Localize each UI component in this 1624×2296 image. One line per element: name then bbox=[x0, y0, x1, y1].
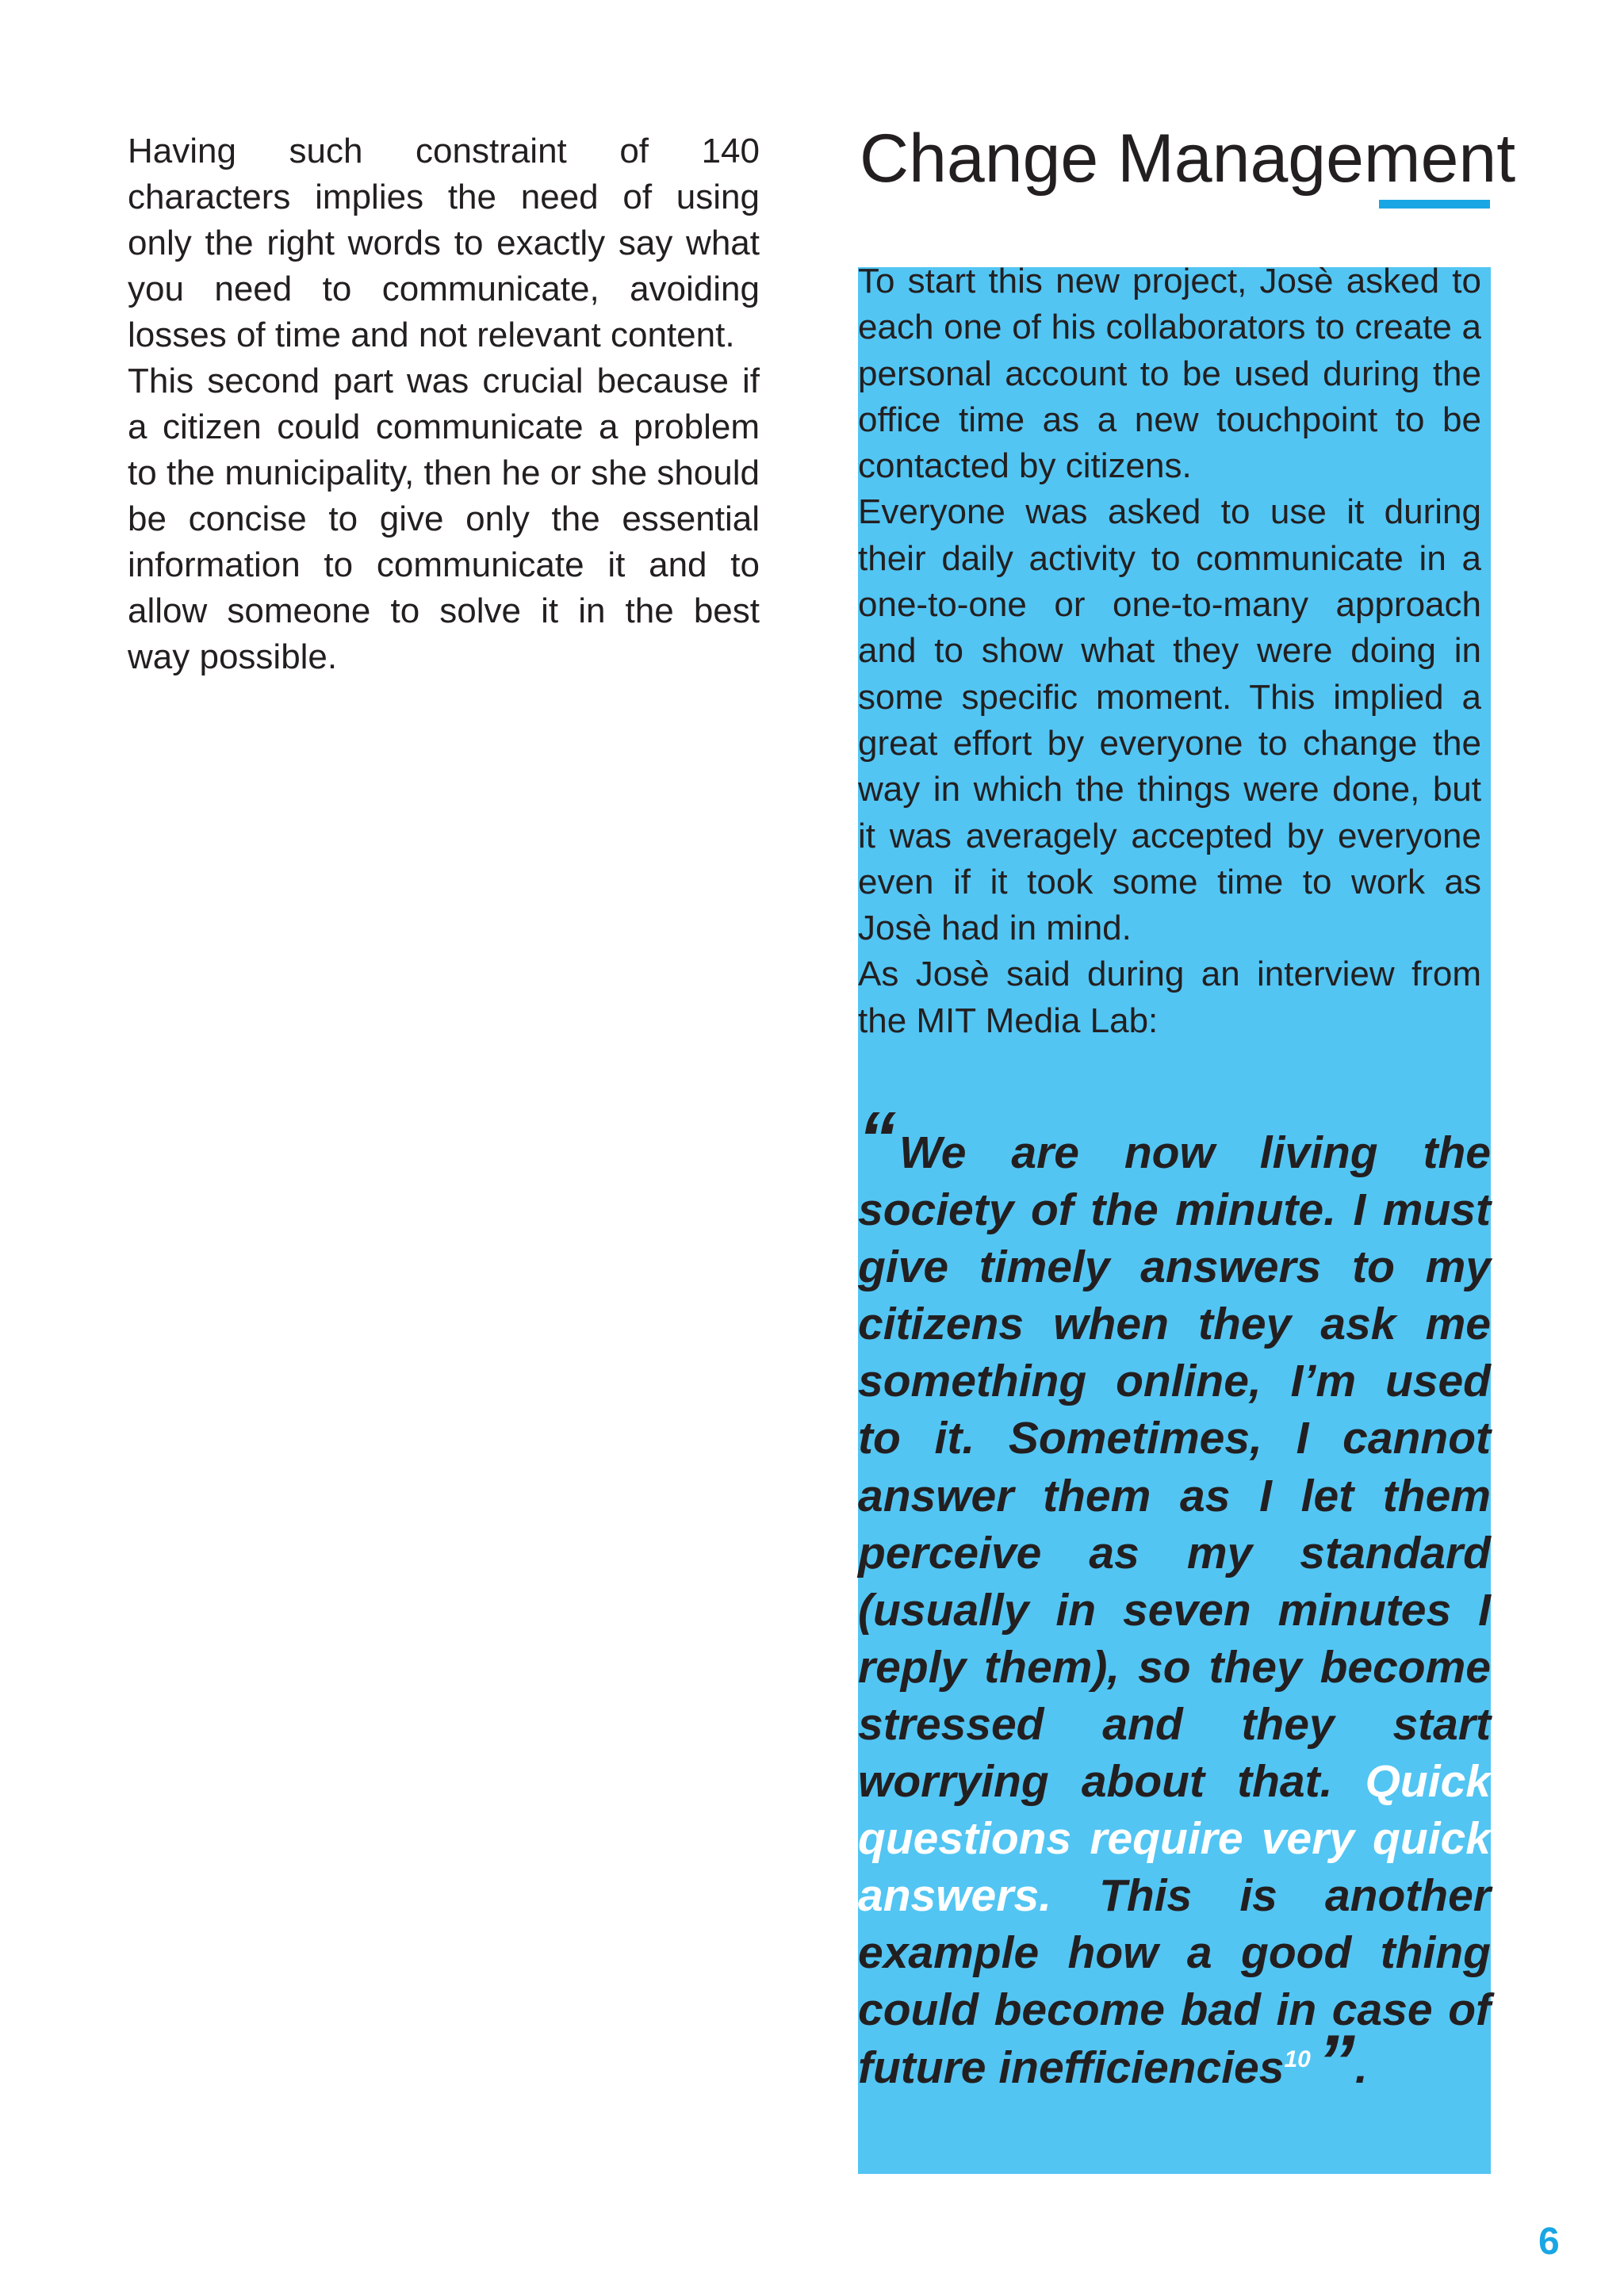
quote-highlight: Quick questions require very quick answers. bbox=[858, 1756, 1491, 1922]
left-paragraph-2: This second part was crucial because if a citizen could communicate a problem to the municipality, then he or she should be concise to give only the essential information to communicate it and to allow someone to solve it in the best way possible. bbox=[128, 362, 760, 676]
footnote-reference: 10 bbox=[1284, 2045, 1311, 2072]
close-quote-mark: ” bbox=[1316, 2019, 1355, 2104]
left-paragraph-1: Having such constraint of 140 characters implies the need of using only the right words to exactly say what you need to communicate, avoiding losses of time and not relevant content. bbox=[128, 132, 760, 354]
title-underline bbox=[1379, 200, 1490, 209]
box-text bbox=[858, 258, 1481, 1044]
left-column bbox=[128, 128, 760, 680]
open-quote-mark: “ bbox=[858, 1096, 896, 1181]
page-number: 6 bbox=[1538, 2221, 1560, 2263]
pull-quote bbox=[858, 1096, 1491, 2104]
box-paragraph-3: As Josè said during an interview from the MIT Media Lab: bbox=[858, 955, 1481, 1040]
quote-end: . bbox=[1354, 2042, 1368, 2093]
quote-part-2: This is another example how a good thing could become bad in case of future inefficiencies bbox=[858, 1870, 1491, 2093]
box-paragraph-2: Everyone was asked to use it during their daily activity to communicate in a one-to-one or one-to-many approach and to show what they were doing in some specific moment. This implied a great effort by everyone to change the way in which the things were done, but it was averagely accepted by everyone even if it took some time to work as Josè had in mind. bbox=[858, 492, 1481, 948]
box-paragraph-1: To start this new project, Josè asked to each one of his collaborators to create a personal account to be used during the office time as a new touchpoint to be contacted by citizens. bbox=[858, 262, 1481, 486]
section-title: Change Management bbox=[860, 121, 1516, 197]
quote-part-1: We are now living the society of the minute. I must give timely answers to my citizens when they ask me something online, I’m used to it. Sometimes, I cannot answer them as I let them perceive as my standard (usually in seven minutes I reply them), so they become stressed and they start worrying about that. bbox=[858, 1127, 1491, 1808]
